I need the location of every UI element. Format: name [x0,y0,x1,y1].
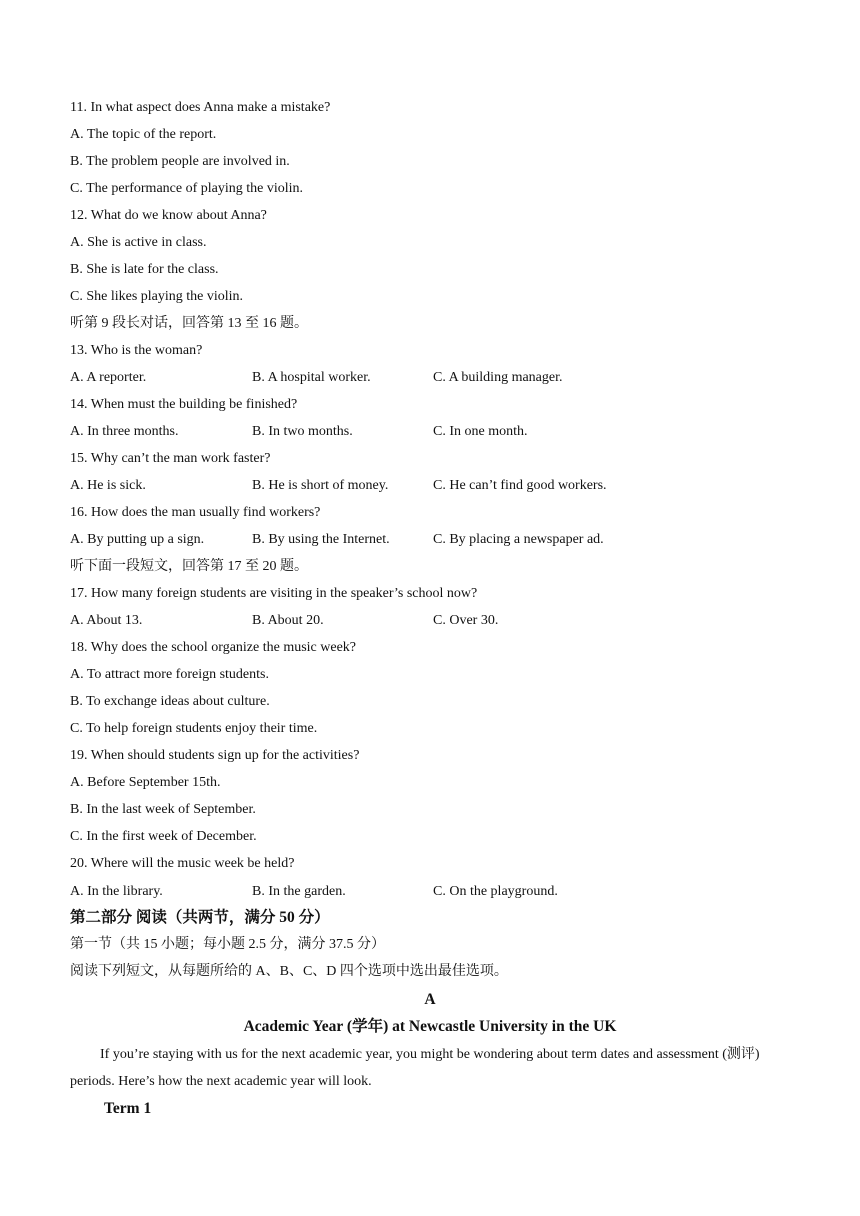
option-19-a: A. Before September 15th. [70,775,221,790]
instruction-dialogue-9: 听第 9 段长对话，回答第 13 至 16 题。 [70,316,308,331]
option-18-b: B. To exchange ideas about culture. [70,694,270,709]
question-12: 12. What do we know about Anna? [70,208,267,223]
question-18: 18. Why does the school organize the music week? [70,640,357,655]
option-19-b: B. In the last week of September. [70,802,256,817]
option-17-c: C. Over 30. [433,613,499,628]
option-20-b: B. In the garden. [252,884,346,899]
instruction-passage-10: 听下面一段短文，回答第 17 至 20 题。 [70,559,308,574]
option-19-c: C. In the first week of December. [70,829,257,844]
question-20: 20. Where will the music week be held? [70,856,295,871]
reading-directions: 阅读下列短文，从每题所给的 A、B、C、D 四个选项中选出最佳选项。 [70,964,508,979]
option-20-a: A. In the library. [70,884,163,899]
option-14-b: B. In two months. [252,424,353,439]
option-12-c: C. She likes playing the violin. [70,289,244,304]
question-17: 17. How many foreign students are visiting in the speaker’s school now? [70,586,478,601]
question-11: 11. In what aspect does Anna make a mistake? [70,100,331,115]
passage-letter: A [424,991,436,1008]
option-11-b: B. The problem people are involved in. [70,154,290,169]
question-13: 13. Who is the woman? [70,343,203,358]
option-14-c: C. In one month. [433,424,528,439]
option-16-b: B. By using the Internet. [252,532,390,547]
option-13-a: A. A reporter. [70,370,147,385]
section-one-heading: 第一节（共 15 小题；每小题 2.5 分，满分 37.5 分） [70,937,385,952]
option-13-b: B. A hospital worker. [252,370,371,385]
option-20-c: C. On the playground. [433,884,558,899]
option-13-c: C. A building manager. [433,370,563,385]
passage-intro: If you’re staying with us for the next academic year, you might be wondering about term dates and assessment (测评) periods. Here’s how the next academic year will look. [70,1047,760,1089]
option-11-a: A. The topic of the report. [70,127,217,142]
option-18-a: A. To attract more foreign students. [70,667,269,682]
question-19: 19. When should students sign up for the activities? [70,748,360,763]
option-16-c: C. By placing a newspaper ad. [433,532,604,547]
option-12-b: B. She is late for the class. [70,262,219,277]
option-15-a: A. He is sick. [70,478,146,493]
question-14: 14. When must the building be finished? [70,397,298,412]
question-15: 15. Why can’t the man work faster? [70,451,271,466]
option-11-c: C. The performance of playing the violin. [70,181,304,196]
question-16: 16. How does the man usually find workers? [70,505,321,520]
option-12-a: A. She is active in class. [70,235,207,250]
option-14-a: A. In three months. [70,424,179,439]
option-18-c: C. To help foreign students enjoy their time. [70,721,318,736]
option-15-b: B. He is short of money. [252,478,389,493]
option-15-c: C. He can’t find good workers. [433,478,607,493]
part-two-heading: 第二部分 阅读（共两节，满分 50 分） [70,909,330,926]
passage-title: Academic Year (学年) at Newcastle University in the UK [243,1018,617,1035]
option-17-a: A. About 13. [70,613,143,628]
option-16-a: A. By putting up a sign. [70,532,205,547]
option-17-b: B. About 20. [252,613,324,628]
term-1-heading: Term 1 [104,1100,152,1117]
